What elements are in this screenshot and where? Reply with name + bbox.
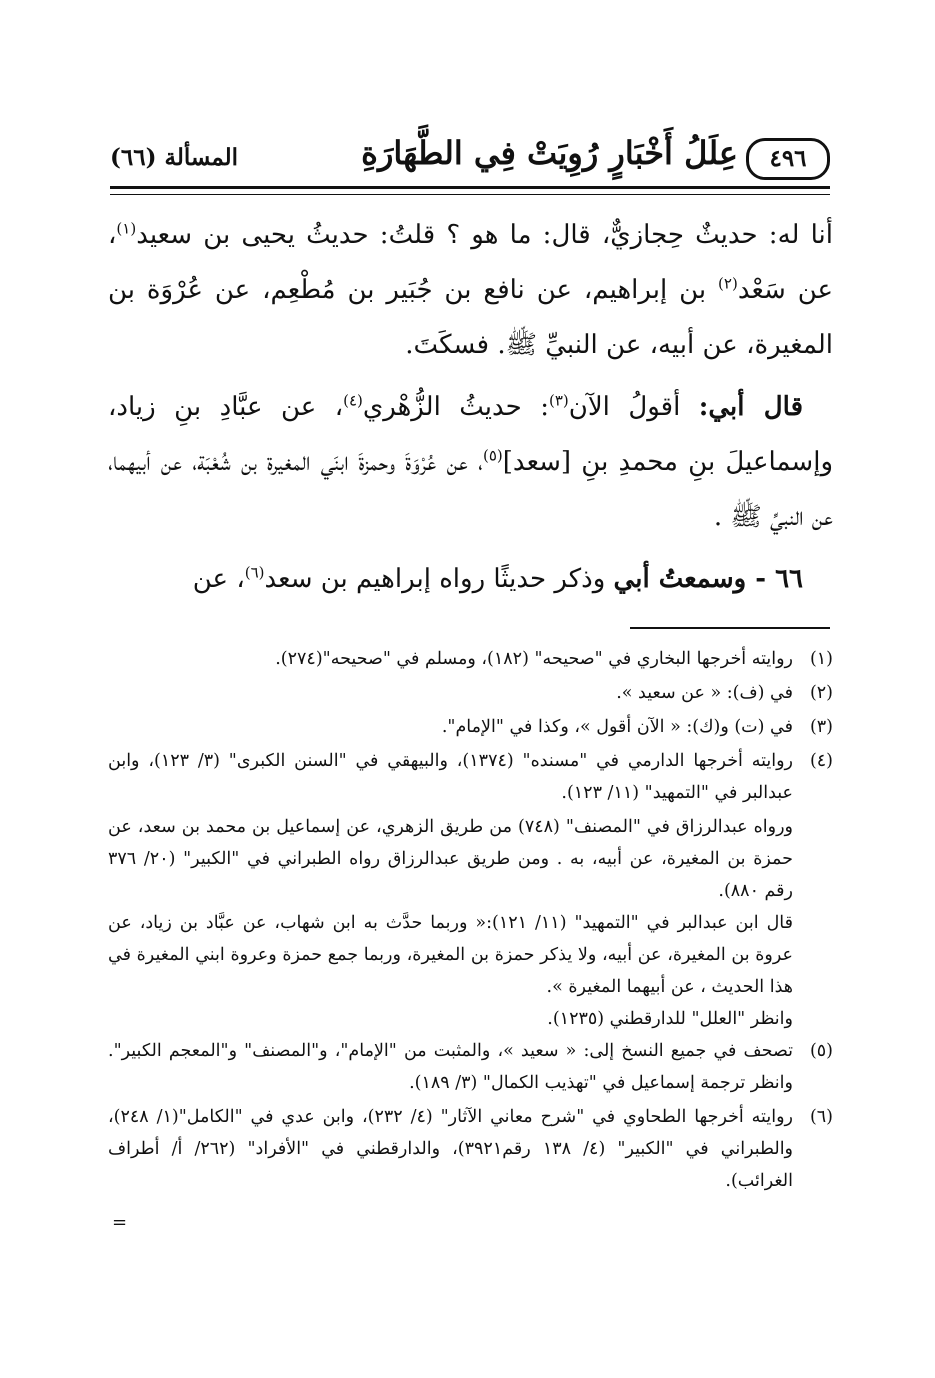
footnote-separator — [630, 627, 830, 629]
text-run: أقولُ الآن — [568, 392, 699, 422]
main-text — [108, 208, 833, 607]
continuation-mark: = — [112, 1212, 128, 1233]
page-number-badge: ٤٩٦ — [746, 138, 830, 180]
footnotes — [108, 643, 833, 1199]
text-run: بن إبراهيم، عن نافع بن جُبَير بن مُطْعِم، عن عُرْوَة بن المغيرة، عن أبيه، عن النبيِّ ﷺ. فسكَتَ. — [108, 275, 833, 360]
footnote-number: (١) — [809, 649, 833, 669]
text-run: ، عن عُرْوَةَ وحمزةَ ابنَي المغيرة بن شُعْبَة، عن أبيهما، عن النبيِّ ﷺ . — [108, 447, 833, 532]
footnote-2 — [108, 677, 833, 709]
footnote-ref: (٣) — [548, 391, 569, 410]
footnote-4-see-also: وانظر "العلل" للدارقطني (١٢٣٥). — [547, 1009, 793, 1029]
footnote-text: في (ت) و(ك): « الآن أقول »، وكذا في "الإمام". — [441, 717, 793, 737]
footnote-ref: (١) — [116, 219, 137, 238]
footnote-6 — [108, 1101, 833, 1197]
paragraph-1 — [108, 208, 833, 373]
paragraph-2 — [108, 380, 833, 545]
header-rule-thick — [110, 186, 830, 189]
footnote-4-quote: قال ابن عبدالبر في "التمهيد" (١١/ ١٢١):« وربما حدَّث به ابن شهاب، عن عبَّاد بن زياد، عن عروة بن المغيرة، عن أبيه، ولا يذكر حمزة بن المغيرة، وربما جمع حمزة وعروة ابني المغيرة في هذا الحديث ، عن أبيهما المغيرة ». — [108, 913, 793, 997]
text-run: ، عن سَعْد — [108, 220, 833, 305]
footnote-ref: (٢) — [718, 274, 738, 293]
footnote-ref: (٥) — [483, 446, 503, 465]
footnote-3 — [108, 711, 833, 743]
running-header — [110, 120, 830, 180]
section-label: المسألة (٦٦) — [110, 144, 239, 171]
text-run: ، عن — [192, 564, 245, 594]
footnote-number: (٣) — [809, 717, 833, 737]
speaker-label: وسمعتُ أبي — [613, 564, 756, 594]
footnote-number: (٢) — [809, 683, 833, 703]
footnote-ref: (٤) — [343, 391, 363, 410]
text-run: أنا له: حديثٌ حِجازيٌّ، قال: ما هو ؟ قلتُ: حديثُ يحيى بن سعيد — [136, 220, 833, 250]
footnote-text: تصحف في جميع النسخ إلى: « سعيد »، والمثبت من "الإمام"، و"المصنف" و"المعجم الكبير". وانظر ترجمة إسماعيل في "تهذيب الكمال" (٣/ ١٨٩). — [108, 1041, 793, 1093]
book-title: عِلَلُ أَخْبَارٍ رُوِيَتْ فِي الطَّهَارَةِ — [361, 134, 738, 172]
footnote-4 — [108, 745, 833, 809]
footnote-text: في (ف): « عن سعيد ». — [616, 683, 793, 703]
footnote-1 — [108, 643, 833, 675]
header-rule-thin — [110, 194, 830, 195]
footnote-number: (٤) — [809, 751, 833, 771]
footnote-text: روايته أخرجها البخاري في "صحيحه" (١٨٢)، ومسلم في "صحيحه"(٢٧٤). — [275, 649, 793, 669]
footnote-ref: (٦) — [244, 563, 265, 582]
issue-number: ٦٦ - — [755, 564, 803, 594]
footnote-5 — [108, 1035, 833, 1099]
footnote-text: روايته أخرجها الدارمي في "مسنده" (١٣٧٤)، والبيهقي في "السنن الكبرى" (٣/ ١٢٣)، وابن عبدالبر في "التمهيد" (١١/ ١٢٣). — [108, 751, 794, 803]
text-run: ، عن عبَّادِ بنِ زياد، وإسماعيلَ بنِ محمدِ بنِ [سعد] — [108, 392, 833, 477]
text-run: : حديثُ الزُّهْري — [362, 392, 549, 422]
footnote-number: (٦) — [809, 1107, 833, 1127]
paragraph-3 — [108, 552, 833, 607]
footnote-4-continuation: ورواه عبدالرزاق في "المصنف" (٧٤٨) من طريق الزهري، عن إسماعيل بن محمد بن سعد، عن حمزة بن المغيرة، عن أبيه، به . ومن طريق عبدالرزاق رواه الطبراني في "الكبير" (٢٠/ ٣٧٦ رقم ٨٨٠). — [108, 817, 794, 901]
footnote-text: روايته أخرجها الطحاوي في "شرح معاني الآثار" (٤/ ٢٣٢)، وابن عدي في "الكامل"(١/ ٢٤٨)، والطبراني في "الكبير" (٤/ ١٣٨ رقم٣٩٢١)، والدارقطني في "الأفراد" (٢٦٢/ أ/ أطراف الغرائب). — [108, 1107, 794, 1191]
speaker-label: قال أبي: — [698, 392, 803, 422]
text-run: وذكر حديثًا رواه إبراهيم بن سعد — [264, 564, 614, 594]
footnote-number: (٥) — [809, 1041, 833, 1061]
